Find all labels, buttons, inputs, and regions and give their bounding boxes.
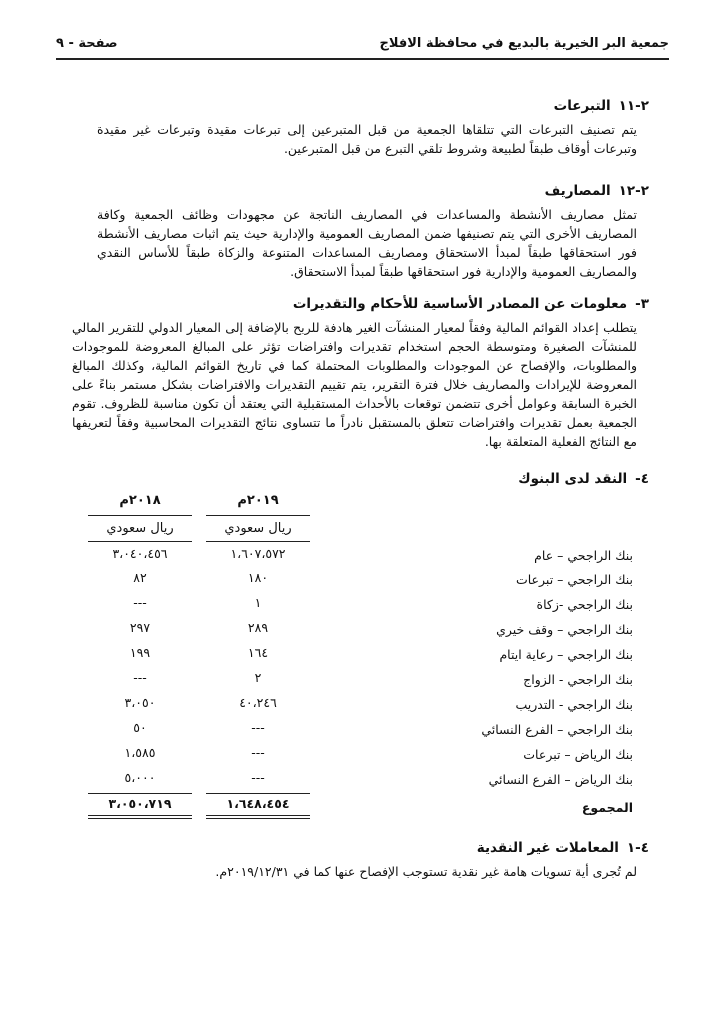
section-heading-estimates bbox=[293, 296, 649, 312]
header-underline bbox=[88, 515, 192, 516]
table-cell-2018: ٨٢ bbox=[133, 570, 147, 585]
table-row-label: بنك الراجحي – وقف خيري bbox=[496, 622, 633, 637]
table-cell-2018: ١٩٩ bbox=[129, 645, 151, 660]
section-title: معلومات عن المصادر الأساسية للأحكام والتقديرات bbox=[292, 296, 628, 312]
table-cell-2019: ٢ bbox=[254, 670, 262, 685]
section-body-expenses: تمثل مصاريف الأنشطة والمساعدات في المصاريف الناتجة عن مجهودات وظائف الجمعية وكافة المصاريف الأخرى التي يتم تصنيفها ضمن المصاريف العمومية والإدارية حيث يتم اثبات مصاريف الأنشطة فور استحقاقها طبقاً لمبدأ الاستحقاق ومصاريف المساعدات المتنوعة والزكاة طبقاً للأساس النقدي والمصاريف العمومية والإدارية فور استحقاقها طبقاً لمبدأ الاستحقاق. bbox=[97, 207, 637, 279]
section-title: المعاملات غير النقدية bbox=[476, 840, 619, 856]
total-double-line bbox=[88, 815, 192, 816]
table-row-label: بنك الراجحي – الفرع النسائي bbox=[481, 722, 633, 737]
table-cell-2018: --- bbox=[133, 670, 147, 685]
currency-label-2018: ريال سعودي bbox=[106, 521, 174, 536]
currency-label-2019: ريال سعودي bbox=[224, 521, 292, 536]
section-body-donations: يتم تصنيف التبرعات التي تتلقاها الجمعية من قبل المتبرعين إلى تبرعات مقيدة وتبرعات غير مقيدة وتبرعات أوقاف طبقاً لطبيعة وشروط تلقي التبرع من قبل المتبرعين. bbox=[97, 122, 637, 156]
table-cell-2018: --- bbox=[133, 595, 147, 610]
table-cell-2019: --- bbox=[251, 770, 265, 785]
table-row-label: بنك الرياض – الفرع النسائي bbox=[488, 772, 633, 787]
table-cell-2018: ٥٠ bbox=[133, 720, 147, 735]
table-cell-2019: ١ bbox=[254, 595, 262, 610]
section-heading-non-cash bbox=[477, 840, 649, 856]
table-row-label: بنك الراجحي -زكاة bbox=[536, 597, 633, 612]
total-top-line bbox=[88, 793, 192, 794]
column-header-2019: ٢٠١٩م bbox=[237, 493, 279, 508]
table-cell-2018: ٥،٠٠٠ bbox=[124, 770, 156, 785]
table-cell-2019: ٤٠،٢٤٦ bbox=[239, 695, 277, 710]
organization-name: جمعية البر الخيرية بالبديع في محافظة الافلاج bbox=[379, 36, 669, 51]
currency-underline bbox=[206, 541, 310, 542]
table-cell-2018: ١،٥٨٥ bbox=[124, 745, 156, 760]
table-cell-2018: ٢٩٧ bbox=[129, 620, 151, 635]
section-number: ٢-١١ bbox=[618, 98, 649, 114]
table-row-label: بنك الراجحي - الزواج bbox=[523, 672, 633, 687]
section-body-non-cash: لم تُجرى أية تسويات هامة غير نقدية تستوجب الإفصاح عنها كما في ٢٠١٩/١٢/٣١م. bbox=[215, 864, 637, 879]
total-2019: ١،٦٤٨،٤٥٤ bbox=[226, 796, 290, 811]
table-row-label: بنك الراجحي – عام bbox=[534, 548, 633, 563]
total-2018: ٣،٠٥٠،٧١٩ bbox=[108, 796, 172, 811]
section-number: ٣- bbox=[635, 296, 649, 312]
section-body-estimates: يتطلب إعداد القوائم المالية وفقاً لمعيار المنشآت الغير هادفة للربح بالإضافة إلى المعيار الدولي للتقرير المالي للمنشآت الصغيرة ومتوسطة الحجم استخدام تقديرات وافتراضات تؤثر على المبالغ المعروضة للموجودات والمطلوبات، والإفصاح عن الموجودات والمطلوبات المحتملة كما في تاريخ القوائم المالية، وكذلك المبالغ المعروضة للإيرادات والمصاريف خلال فترة التقرير، يتم تقييم التقديرات والافتراضات بشكل مستمر بناءً على الخبرة السابقة وعوامل أخرى تتضمن توقعات بالأحداث المستقبلية التي يعتقد أن تكون مناسبة للظروف. تقوم الجمعية بعمل تقديرات وافتراضات تتعلق بالمستقبل نادراً ما تتساوى نتائج التقديرات المحاسبية وفقاً لتعريفها مع النتائج الفعلية المتعلقة بها. bbox=[72, 320, 637, 449]
table-cell-2019: --- bbox=[251, 720, 265, 735]
table-cell-2019: ٢٨٩ bbox=[247, 620, 269, 635]
table-cell-2018: ٣،٠٤٠،٤٥٦ bbox=[112, 546, 168, 561]
section-title: المصاريف bbox=[544, 183, 611, 199]
currency-underline bbox=[88, 541, 192, 542]
table-cell-2019: ١٦٤ bbox=[247, 645, 269, 660]
total-top-line bbox=[206, 793, 310, 794]
page-header bbox=[56, 30, 669, 60]
section-title: التبرعات bbox=[553, 98, 611, 114]
table-cell-2019: ١،٦٠٧،٥٧٢ bbox=[230, 546, 286, 561]
table-row-label: بنك الراجحي – رعاية ايتام bbox=[499, 647, 633, 662]
table-cell-2018: ٣،٠٥٠ bbox=[124, 695, 156, 710]
table-row-label: بنك الراجحي - التدريب bbox=[515, 697, 633, 712]
table-cell-2019: --- bbox=[251, 745, 265, 760]
section-number: ٤- bbox=[635, 471, 649, 487]
section-number: ٤-١ bbox=[626, 840, 649, 856]
table-cell-2019: ١٨٠ bbox=[247, 570, 269, 585]
total-double-line bbox=[88, 818, 192, 819]
total-label: المجموع bbox=[581, 800, 633, 815]
table-row-label: بنك الراجحي – تبرعات bbox=[515, 572, 633, 587]
total-double-line bbox=[206, 815, 310, 816]
section-heading-donations bbox=[554, 98, 649, 114]
header-underline bbox=[206, 515, 310, 516]
section-title: النقد لدى البنوك bbox=[518, 471, 628, 487]
page-number: صفحة - ٩ bbox=[56, 36, 118, 51]
column-header-2018: ٢٠١٨م bbox=[119, 493, 161, 508]
section-heading-expenses bbox=[545, 183, 649, 199]
total-double-line bbox=[206, 818, 310, 819]
section-heading-cash-at-banks bbox=[518, 471, 649, 487]
table-row-label: بنك الرياض – تبرعات bbox=[523, 747, 633, 762]
section-number: ٢-١٢ bbox=[618, 183, 649, 199]
